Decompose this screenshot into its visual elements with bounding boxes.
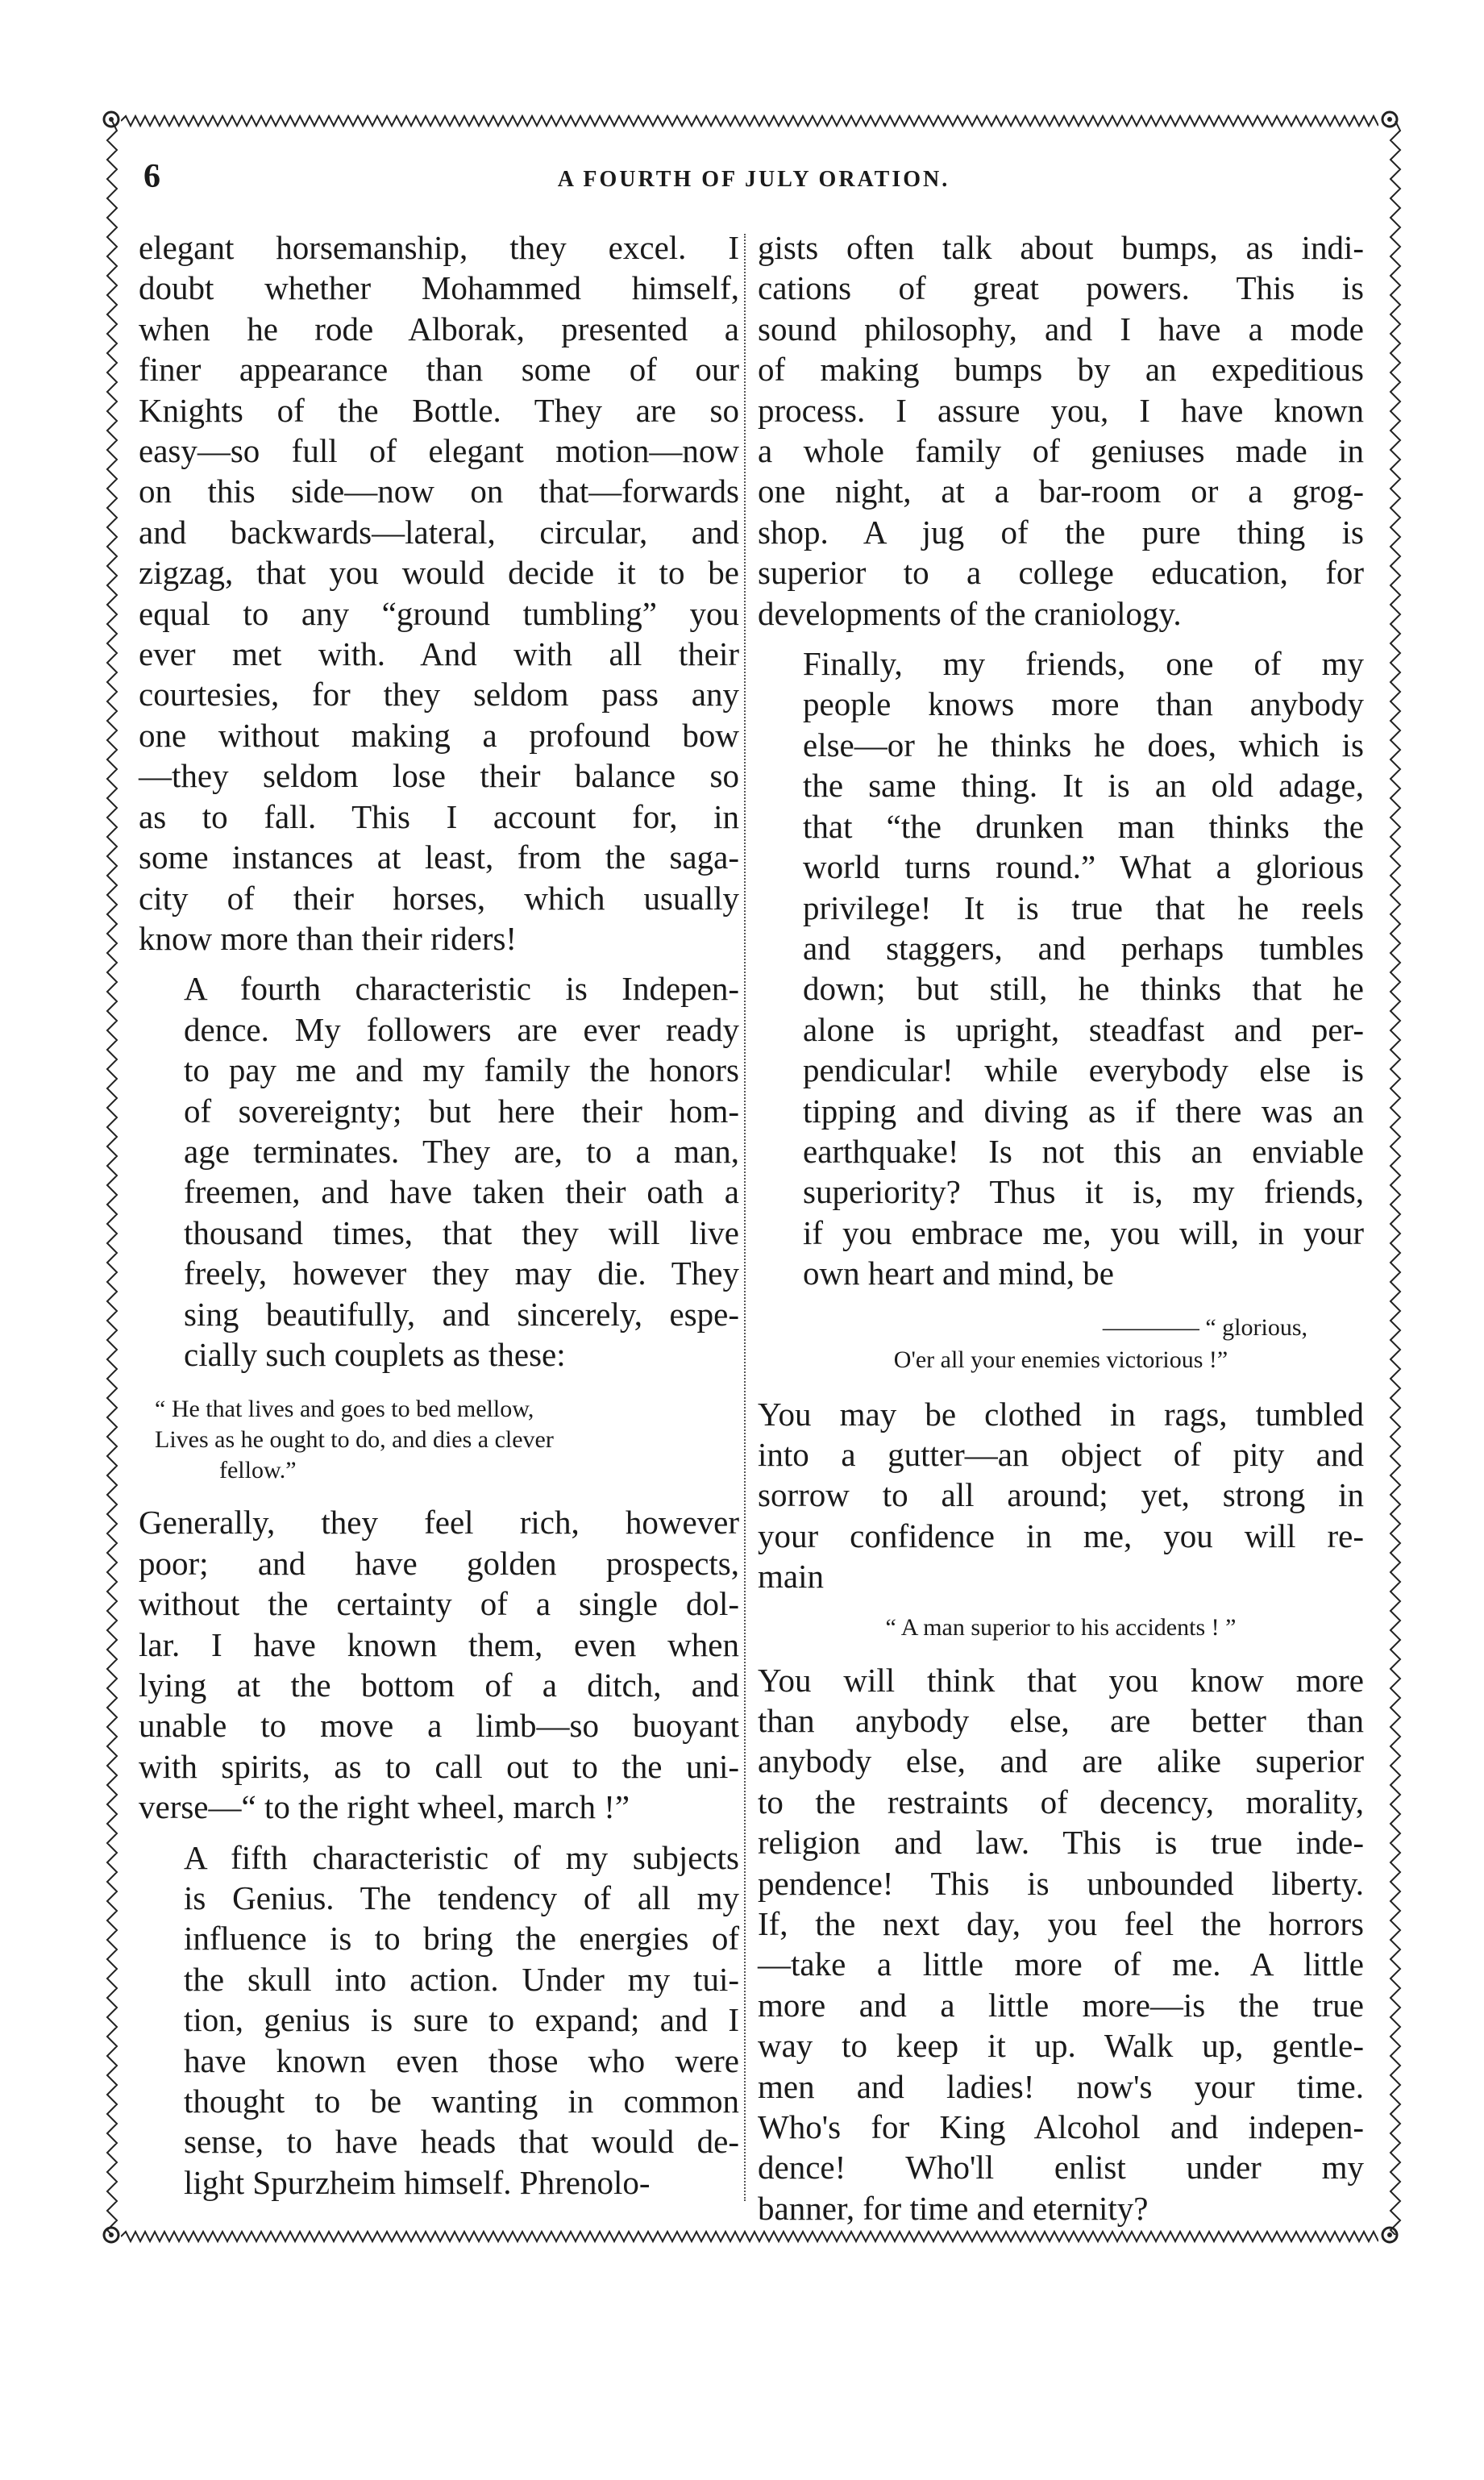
text-line: some instances at least, from the saga- bbox=[139, 838, 739, 876]
paragraph bbox=[139, 1837, 739, 2203]
left-column bbox=[139, 227, 739, 2203]
text-line: down; but still, he thinks that he bbox=[803, 970, 1364, 1008]
text-line: A fifth characteristic of my subjects bbox=[184, 1838, 739, 1876]
text-line: pendence! This is unbounded liberty. bbox=[758, 1864, 1364, 1902]
text-line: Knights of the Bottle. They are so bbox=[139, 391, 739, 429]
text-line: dence! Who'll enlist under my bbox=[758, 2149, 1364, 2187]
corner-ornament-icon bbox=[1375, 105, 1404, 134]
text-line: doubt whether Mohammed himself, bbox=[139, 269, 739, 307]
text-line: when he rode Alborak, presented a bbox=[139, 310, 739, 347]
text-line: know more than their riders! bbox=[139, 919, 518, 957]
paragraph bbox=[139, 1502, 739, 1827]
text-line: own heart and mind, be bbox=[803, 1255, 1114, 1292]
text-line: one night, at a bar-room or a grog- bbox=[758, 472, 1364, 510]
text-line: You will think that you know more bbox=[758, 1661, 1364, 1699]
text-line: and staggers, and perhaps tumbles bbox=[803, 929, 1364, 967]
left-wavy-border bbox=[102, 121, 123, 2235]
text-line: elegant horsemanship, they excel. I bbox=[139, 229, 739, 266]
corner-ornament-icon bbox=[1375, 2220, 1404, 2249]
text-line: is Genius. The tendency of all my bbox=[184, 1879, 739, 1917]
text-line: superior to a college education, for bbox=[758, 554, 1364, 592]
paragraph bbox=[758, 643, 1364, 1294]
text-line: easy—so full of elegant motion—now bbox=[139, 432, 739, 470]
text-line: the skull into action. Under my tui- bbox=[184, 1960, 739, 1998]
text-line: freely, however they may die. They bbox=[184, 1255, 739, 1292]
text-line: more and a little more—is the true bbox=[758, 1986, 1364, 2024]
verse-line: fellow.” bbox=[219, 1457, 297, 1484]
text-line: to pay me and my family the honors bbox=[184, 1051, 739, 1089]
verse-line: Lives as he ought to do, and dies a clever bbox=[155, 1426, 554, 1454]
text-line: earthquake! Is not this an enviable bbox=[803, 1132, 1364, 1170]
text-line: light Spurzheim himself. Phrenolo- bbox=[184, 2163, 651, 2201]
text-line: have known even those who were bbox=[184, 2041, 739, 2079]
text-line: people knows more than anybody bbox=[803, 685, 1364, 723]
text-line: and backwards—lateral, circular, and bbox=[139, 513, 739, 551]
text-line: main bbox=[758, 1558, 824, 1596]
text-line: thousand times, that they will live bbox=[184, 1213, 739, 1251]
right-wavy-border bbox=[1385, 121, 1406, 2235]
page-header bbox=[137, 157, 1370, 206]
text-line: courtesies, for they seldom pass any bbox=[139, 676, 739, 714]
text-line: one without making a profound bow bbox=[139, 716, 739, 754]
verse-line: O'er all your enemies victorious !” bbox=[893, 1346, 1228, 1373]
text-line: religion and law. This is true inde- bbox=[758, 1824, 1364, 1862]
text-line: on this side—now on that—forwards bbox=[139, 472, 739, 510]
text-line: superiority? Thus it is, my friends, bbox=[803, 1173, 1364, 1211]
verse-line: “ He that lives and goes to bed mellow, bbox=[155, 1396, 534, 1423]
text-line: your confidence in me, you will re- bbox=[758, 1517, 1364, 1554]
text-line: influence is to bring the energies of bbox=[184, 1920, 739, 1958]
text-line: a whole family of geniuses made in bbox=[758, 432, 1364, 470]
text-line: without the certainty of a single dol- bbox=[139, 1585, 739, 1623]
text-line: sorrow to all around; yet, strong in bbox=[758, 1476, 1364, 1514]
verse-quotation bbox=[139, 1394, 739, 1486]
text-line: of making bumps by an expeditious bbox=[758, 351, 1364, 389]
text-line: sound philosophy, and I have a mode bbox=[758, 310, 1364, 347]
paragraph bbox=[139, 227, 739, 959]
text-line: unable to move a limb—so buoyant bbox=[139, 1707, 739, 1745]
text-line: privilege! It is true that he reels bbox=[803, 888, 1364, 926]
text-line: cially such couplets as these: bbox=[184, 1335, 566, 1373]
text-line: banner, for time and eternity? bbox=[758, 2189, 1149, 2227]
text-line: finer appearance than some of our bbox=[139, 351, 739, 389]
text-line: You may be clothed in rags, tumbled bbox=[758, 1395, 1364, 1433]
quotation: “ A man superior to his accidents ! ” bbox=[885, 1613, 1237, 1641]
text-line: of sovereignty; but here their hom- bbox=[184, 1092, 739, 1130]
text-line: if you embrace me, you will, in your bbox=[803, 1213, 1364, 1251]
verse-quotation bbox=[758, 1312, 1364, 1376]
text-line: sense, to have heads that would de- bbox=[184, 2123, 739, 2161]
paragraph bbox=[139, 968, 739, 1375]
right-column bbox=[758, 227, 1364, 2228]
text-line: tion, genius is sure to expand; and I bbox=[184, 2001, 739, 2039]
text-line: alone is upright, steadfast and per- bbox=[803, 1010, 1364, 1048]
text-line: tipping and diving as if there was an bbox=[803, 1092, 1364, 1130]
text-line: Finally, my friends, one of my bbox=[803, 645, 1364, 683]
column-divider bbox=[744, 234, 746, 2201]
text-line: zigzag, that you would decide it to be bbox=[139, 554, 739, 592]
text-line: lar. I have known them, even when bbox=[139, 1625, 739, 1663]
text-line: that “the drunken man thinks the bbox=[803, 807, 1364, 845]
text-line: into a gutter—an object of pity and bbox=[758, 1435, 1364, 1473]
text-line: men and ladies! now's your time. bbox=[758, 2067, 1364, 2105]
text-line: If, the next day, you feel the horrors bbox=[758, 1905, 1364, 1943]
running-head: A FOURTH OF JULY ORATION. bbox=[557, 167, 950, 192]
text-line: world turns round.” What a glorious bbox=[803, 848, 1364, 886]
text-line: dence. My followers are ever ready bbox=[184, 1010, 739, 1048]
text-line: Who's for King Alcohol and indepen- bbox=[758, 2108, 1364, 2146]
text-line: freemen, and have taken their oath a bbox=[184, 1173, 739, 1211]
text-line: shop. A jug of the pure thing is bbox=[758, 513, 1364, 551]
text-line: with spirits, as to call out to the uni- bbox=[139, 1747, 739, 1785]
text-line: sing beautifully, and sincerely, espe- bbox=[184, 1295, 739, 1333]
text-line: equal to any “ground tumbling” you bbox=[139, 594, 739, 632]
text-line: age terminates. They are, to a man, bbox=[184, 1132, 739, 1170]
paragraph bbox=[758, 227, 1364, 634]
text-line: verse—“ to the right wheel, march !” bbox=[139, 1788, 630, 1826]
text-line: lying at the bottom of a ditch, and bbox=[139, 1667, 739, 1704]
text-line: developments of the craniology. bbox=[758, 594, 1182, 632]
text-line: gists often talk about bumps, as indi- bbox=[758, 229, 1364, 266]
paragraph bbox=[758, 1660, 1364, 2229]
text-line: ever met with. And with all their bbox=[139, 635, 739, 673]
verse-line: ———— “ glorious, bbox=[1102, 1313, 1307, 1341]
text-line: anybody else, and are alike superior bbox=[758, 1742, 1364, 1780]
text-line: A fourth characteristic is Indepen- bbox=[184, 970, 739, 1008]
text-line: pendicular! while everybody else is bbox=[803, 1051, 1364, 1089]
text-line: than anybody else, are better than bbox=[758, 1702, 1364, 1739]
bottom-wavy-border bbox=[121, 2227, 1378, 2246]
text-line: way to keep it up. Walk up, gentle- bbox=[758, 2027, 1364, 2065]
top-wavy-border bbox=[121, 111, 1378, 131]
text-line: thought to be wanting in common bbox=[184, 2083, 739, 2120]
text-line: as to fall. This I account for, in bbox=[139, 797, 739, 835]
corner-ornament-icon bbox=[97, 105, 126, 134]
text-line: —take a little more of me. A little bbox=[758, 1945, 1364, 1983]
text-line: cations of great powers. This is bbox=[758, 269, 1364, 307]
text-line: —they seldom lose their balance so bbox=[139, 757, 739, 795]
text-line: poor; and have golden prospects, bbox=[139, 1544, 739, 1582]
text-line: else—or he thinks he does, which is bbox=[803, 726, 1364, 764]
text-line: city of their horses, which usually bbox=[139, 879, 739, 917]
text-line: to the restraints of decency, morality, bbox=[758, 1783, 1364, 1820]
paragraph bbox=[758, 1394, 1364, 1597]
text-line: Generally, they feel rich, however bbox=[139, 1504, 739, 1542]
corner-ornament-icon bbox=[97, 2220, 126, 2249]
text-line: the same thing. It is an old adage, bbox=[803, 767, 1364, 805]
page-number: 6 bbox=[143, 158, 160, 195]
text-line: process. I assure you, I have known bbox=[758, 391, 1364, 429]
